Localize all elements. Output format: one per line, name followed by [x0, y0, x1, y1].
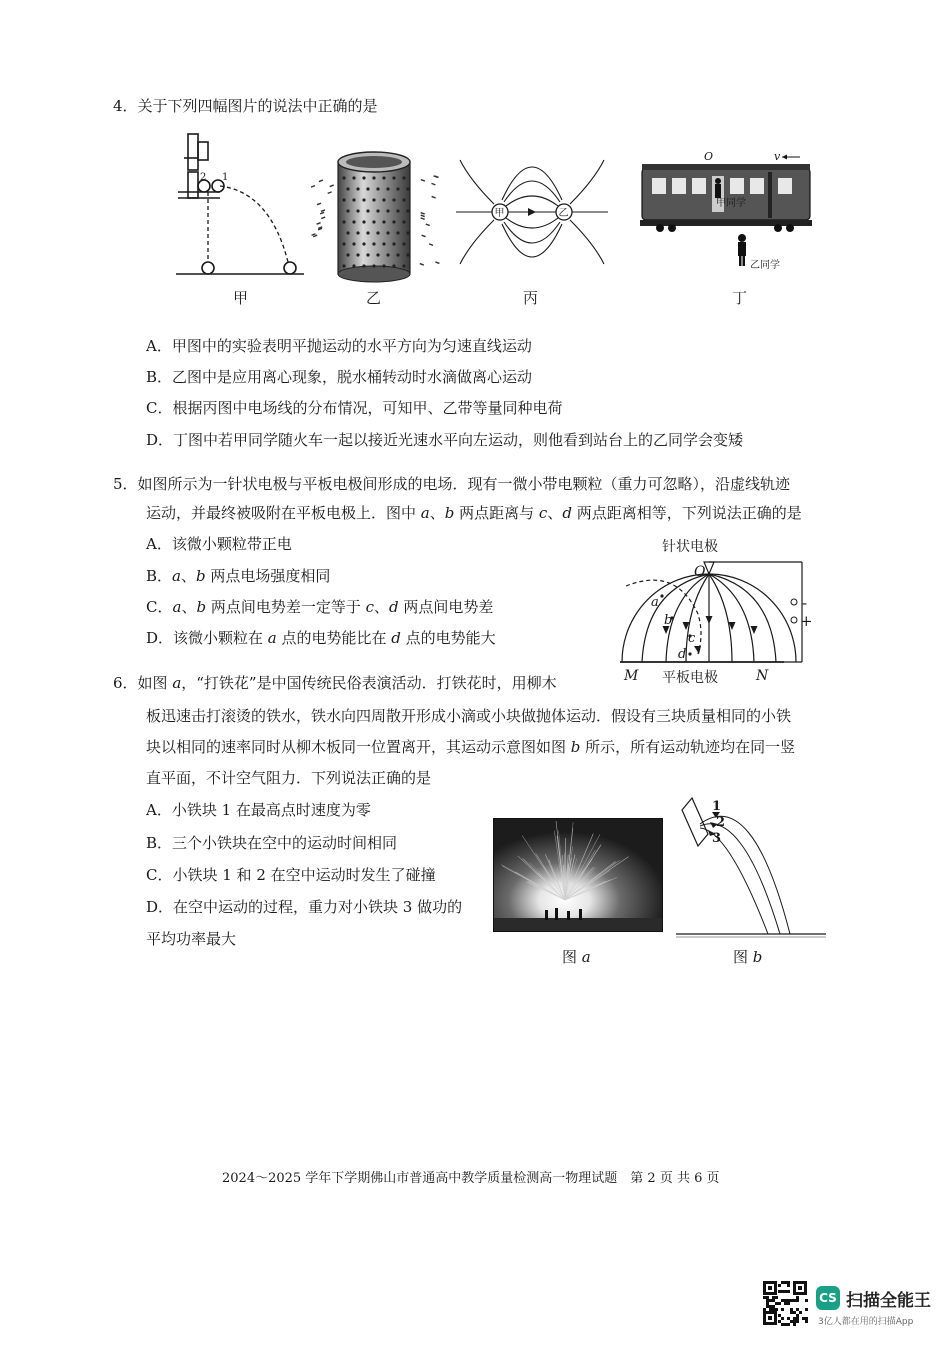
- q4-option-b: B．乙图中是应用离心现象，脱水桶转动时水滴做离心运动: [146, 368, 533, 386]
- scanner-app-name: 扫描全能王: [846, 1291, 931, 1311]
- page-footer: 2024～2025 学年下学期佛山市普通高中教学质量检测高一物理试题 第 2 页 共 6 页: [222, 1171, 720, 1186]
- point-c-label: c: [688, 631, 696, 646]
- point-m-label: M: [624, 668, 639, 684]
- q5-option-c: C．a、b 两点间电势差一定等于 c、d 两点间电势差: [146, 598, 494, 616]
- q5-option-d: D．该微小颗粒在 a 点的电势能比在 d 点的电势能大: [146, 629, 496, 647]
- q4-option-d: D．丁图中若甲同学随火车一起以接近光速水平向左运动，则他看到站台上的乙同学会变矮: [146, 431, 744, 449]
- trajectory-label-1: 1: [712, 799, 722, 814]
- q4-option-a: A．甲图中的实验表明平抛运动的水平方向为匀速直线运动: [146, 337, 532, 355]
- needle-electrode-label: 针状电极: [662, 539, 718, 555]
- q4-figure-jia: [170, 128, 310, 288]
- q5-option-b: B．a、b 两点电场强度相同: [146, 567, 331, 585]
- plate-electrode-label: 平板电极: [662, 670, 718, 686]
- trajectory-label-2: 2: [716, 815, 726, 830]
- trajectory-label-3: 3: [712, 831, 722, 846]
- q6-stem-line1: 6．如图 a，“打铁花”是中国传统民俗表演活动．打铁花时，用柳木: [113, 674, 557, 692]
- q4-option-c: C．根据丙图中电场线的分布情况，可知甲、乙带等量同种电荷: [146, 399, 563, 417]
- scanner-tagline: 3亿人都在用的扫描App: [818, 1317, 914, 1327]
- q6-option-b: B．三个小铁块在空中的运动时间相同: [146, 834, 398, 852]
- q4-figure-yi: [310, 148, 440, 288]
- q6-figure-b-caption: 图 b: [733, 948, 763, 966]
- point-o-label: O: [694, 564, 706, 580]
- q4-stem: 4．关于下列四幅图片的说法中正确的是: [113, 97, 378, 115]
- q6-stem-line2: 板迅速击打滚烫的铁水，铁水向四周散开形成小滴或小块做抛体运动．假设有三块质量相同的小铁: [146, 707, 792, 725]
- q4-caption-bing: 丙: [523, 289, 539, 307]
- q4-caption-ding: 丁: [732, 289, 748, 307]
- q4-figure-ding: [638, 148, 816, 278]
- q6-option-d-line2: 平均功率最大: [146, 930, 237, 948]
- q6-stem-line3: 块以相同的速率同时从柳木板同一位置离开，其运动示意图如图 b 所示，所有运动轨迹均在同一竖: [146, 738, 796, 756]
- charge-jia-label: 甲: [494, 208, 505, 219]
- q6-option-a: A．小铁块 1 在最高点时速度为零: [146, 801, 371, 819]
- terminal-minus-label: -: [802, 594, 808, 612]
- scanner-logo-icon: CS: [816, 1286, 840, 1310]
- train-o-label: O: [704, 150, 714, 163]
- student-yi-label: 乙同学: [750, 260, 780, 271]
- q4-caption-jia: 甲: [233, 289, 249, 307]
- point-a-label: a: [651, 595, 659, 610]
- q4-figure-bing: [450, 140, 615, 288]
- q5-stem-line1: 5．如图所示为一针状电极与平板电极间形成的电场．现有一微小带电颗粒（重力可忽略），沿虚线轨迹: [113, 475, 791, 493]
- q4-caption-yi: 乙: [366, 289, 382, 307]
- charge-yi-label: 乙: [558, 208, 569, 219]
- q6-option-c: C．小铁块 1 和 2 在空中运动时发生了碰撞: [146, 866, 436, 884]
- q6-figure-a-caption: 图 a: [562, 948, 591, 966]
- student-jia-label: 甲同学: [716, 198, 746, 209]
- terminal-plus-label: +: [800, 612, 813, 630]
- train-v-label: v: [774, 150, 781, 163]
- q6-option-d: D．在空中运动的过程，重力对小铁块 3 做功的: [146, 898, 463, 916]
- point-b-label: b: [664, 613, 673, 628]
- fig-label-1: 1: [222, 172, 229, 183]
- point-n-label: N: [756, 668, 769, 684]
- q5-figure-electrode-field: [606, 538, 828, 688]
- q6-figure-a-photo: [493, 818, 663, 932]
- q6-figure-b-trajectories: [672, 790, 832, 940]
- q5-stem-line2: 运动，并最终被吸附在平板电极上．图中 a、b 两点距离与 c、d 两点距离相等，下列说法正确的是: [146, 504, 802, 522]
- fig-label-2: 2: [200, 172, 207, 183]
- q5-option-a: A．该微小颗粒带正电: [146, 535, 292, 553]
- point-d-label: d: [678, 647, 687, 662]
- qr-code-icon: [762, 1280, 808, 1326]
- q6-stem-line4: 直平面，不计空气阻力．下列说法正确的是: [146, 769, 432, 787]
